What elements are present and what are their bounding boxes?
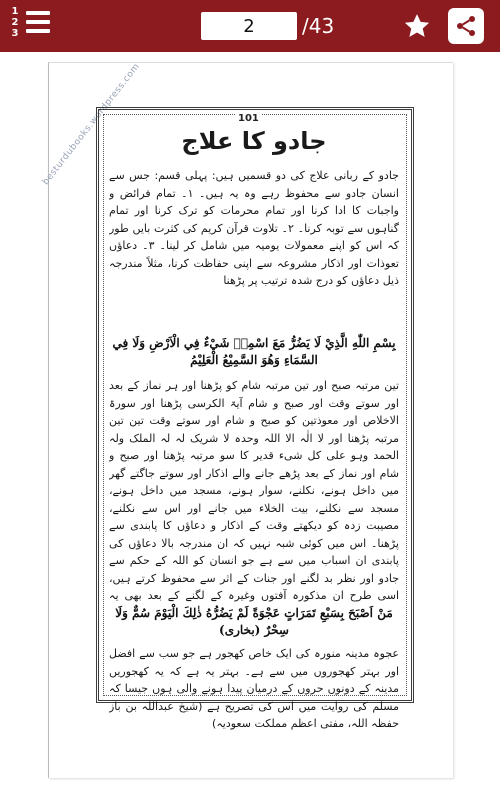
arabic-dua: بِسْمِ اللّٰهِ الَّذِيْ لَا يَضُرُّ مَعَ اسْمِهٖ شَيْءٌ فِي الْاَرْضِ وَلَا فِي السَّمَاءِ وَهُوَ السَّمِيْعُ الْعَلِيْمُ: [112, 336, 396, 367]
share-button[interactable]: [448, 8, 484, 44]
page-total-label: /43: [302, 14, 335, 38]
page-title: جادو کا علاج: [181, 127, 327, 155]
star-icon: [402, 11, 432, 41]
arabic-hadith: مَنْ اَصْبَحَ بِسَبْعِ تَمَرَاتٍ عَجْوَةً لَمْ يَضُرُّهُ ذٰلِكَ الْيَوْمَ سُمٌّ وَلَا سِحْرٌ (بخاری): [115, 606, 393, 637]
page-number-input[interactable]: [201, 12, 297, 40]
table-of-contents-button[interactable]: [8, 6, 52, 46]
document-viewer[interactable]: [0, 52, 500, 800]
paragraph-instructions: تین مرتبہ صبح اور تین مرتبہ شام کو پڑھنا اور ہر نماز کے بعد اور سوتے وقت اور صبح و شام آیۃ الکرسی پڑھنا اور سورۃ الاخلاص اور معوذتین کو صبح و شام اور سوتے وقت تین تین مرتبہ پڑھنا اور لا الٰہ الا اللہ وحدہ لا شریک لہ لہ الملک ولہ الحمد وہو علی کل شیء قدیر کا سو مرتبہ پڑھنا اور صبح و شام اور نماز کے بعد پڑھے جانے والے اذکار اور سوتے جاگتے گھر میں داخل ہونے، نکلنے، سوار ہونے، مسجد میں داخل ہونے، مسجد سے نکلنے، بیت الخلاء میں جانے اور اس سے نکلنے، مصیبت زدہ کو دیکھتے وقت کے اذکار و دعاؤں کا پابندی سے پڑھنا۔ اس میں کوئی شبہ نہیں کہ ان مندرجہ بالا دعاؤں کی پابندی ان اسباب میں سے ہے جو انسان کو اللہ کے حکم سے جادو اور نظر بد لگنے اور جنات کے اثر سے محفوظ کرتے ہیں، اسی طرح ان مذکورہ آفتوں وغیرہ کے لگنے کے بعد بھی یہ: [109, 379, 399, 602]
watermark-text: besturdubooks.wordpress.com: [41, 61, 143, 188]
book-page: [41, 61, 453, 778]
toc-number-3: 3: [11, 28, 19, 39]
paragraph-intro: جادو کے ربانی علاج کی دو قسمیں ہیں: پہلی قسم: جس سے انسان جادو سے محفوظ رہے وہ یہ ہیں۔ ۱۔ تمام فرائض و واجبات کا ادا کرنا اور تمام محرمات کو ترک کرنا اور تمام گناہوں سے توبہ کرنا۔ ۲۔ تلاوت قرآن کریم کی کثرت بایں طور کہ اس کو اپنے معمولات یومیہ میں شامل کر لینا۔ ۳۔ دعاؤں تعوذات اور اذکار مشروعہ سے اپنی حفاظت کرنا، مثلاً مندرجہ ذیل دعاؤں کو درج شدہ ترتیب پر پڑھنا: [109, 169, 399, 287]
book-page-number: 101: [235, 113, 262, 124]
list-lines-icon: [26, 11, 50, 38]
bookmark-button[interactable]: [400, 9, 434, 43]
paragraph-ajwa: عجوہ مدینہ منورہ کی ایک خاص کھجور ہے جو سب سے افضل اور بہتر کھجوروں میں سے ہے۔ بہتر یہ ہے کہ یہ کھجوریں مدینہ کے دونوں حروں کے درمیان پیدا ہونے والی ہوں جیسا کہ مسلم کی روایت میں اس کی تصریح ہے (شیخ عبداللہ بن باز حفظہ اللہ، مفتی اعظم مملکت سعودیہ): [109, 647, 399, 730]
list-numbered-icon: [8, 6, 22, 39]
toc-number-2: 2: [11, 17, 19, 28]
toc-number-1: 1: [11, 6, 19, 17]
top-toolbar: [0, 0, 500, 52]
share-icon: [454, 14, 478, 38]
